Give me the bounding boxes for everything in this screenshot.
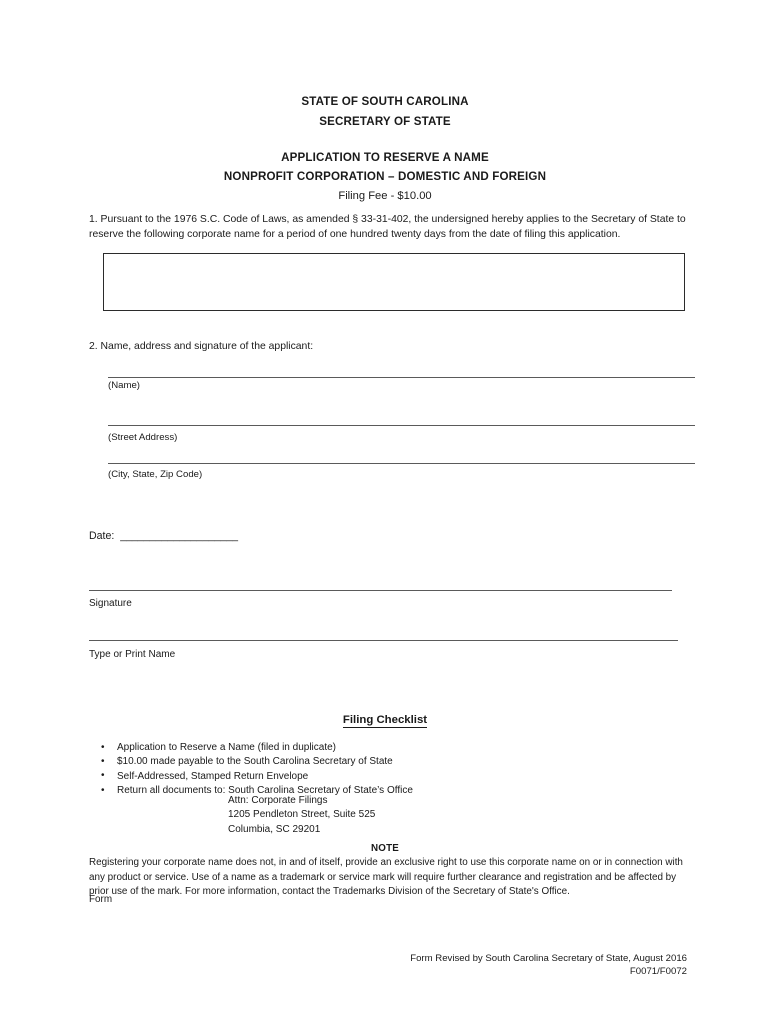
note-body: Registering your corporate name does not, in and of itself, provide an exclusive right to use this corporate name on or in connection with any product or service. Use of a name as a trademark or service mark will require further clearance and registration and be affected by prior use of the mark. For more information, contact the Trademarks Division of the Secretary of State's Office. (89, 857, 683, 898)
date-blank: ____________________ (114, 530, 239, 542)
address-line: Attn: Corporate Filings (228, 795, 328, 806)
document-footer (410, 952, 687, 979)
list-item: • Return all documents to: South Carolina Secretary of State’s Office (117, 784, 657, 798)
date-label: Date: (89, 530, 115, 542)
city-state-zip-label: (City, State, Zip Code) (108, 469, 203, 480)
document-title-block (0, 148, 770, 206)
print-name-label: Type or Print Name (89, 649, 176, 660)
signature-rule[interactable] (89, 590, 672, 591)
filing-fee: Filing Fee - $10.00 (338, 190, 432, 202)
office-heading: SECRETARY OF STATE (319, 115, 451, 128)
item-2-paragraph: 2. Name, address and signature of the applicant: (89, 341, 314, 352)
list-item: • $10.00 made payable to the South Carolina Secretary of State (117, 755, 657, 769)
filing-checklist-heading (0, 714, 770, 726)
signature-label: Signature (89, 598, 132, 609)
state-heading: STATE OF SOUTH CAROLINA (301, 95, 469, 108)
city-state-zip-rule (108, 463, 695, 464)
filing-checklist-heading-text: Filing Checklist (342, 714, 428, 726)
form-subtitle: NONPROFIT CORPORATION – DOMESTIC AND FOREIGN (223, 170, 547, 183)
street-address-rule (108, 425, 695, 426)
list-item: • Self-Addressed, Stamped Return Envelope (117, 770, 657, 784)
list-item: • Application to Reserve a Name (filed in duplicate) (117, 741, 657, 755)
filing-checklist (117, 741, 657, 799)
date-field[interactable] (89, 529, 238, 544)
street-address-label: (Street Address) (108, 432, 178, 443)
document-header (0, 92, 770, 132)
note-trailer: Form (89, 894, 113, 905)
applicant-name-label: (Name) (108, 380, 140, 391)
reserved-name-input[interactable] (103, 253, 685, 311)
applicant-name-rule (108, 377, 695, 378)
mailing-address-block (228, 794, 375, 837)
item-1-paragraph: 1. Pursuant to the 1976 S.C. Code of Laws, as amended § 33-31-402, the undersigned hereby applies to the Secretary of State to reserve the following corporate name for a period of one hundred twenty days from the date of filing this application. (89, 214, 686, 241)
footer-form-number: F0071/F0072 (629, 966, 687, 978)
print-name-rule[interactable] (89, 640, 678, 641)
note-heading: NOTE (370, 843, 399, 854)
form-title: APPLICATION TO RESERVE A NAME (281, 151, 489, 164)
address-line: Columbia, SC 29201 (228, 823, 321, 835)
address-line: 1205 Pendleton Street, Suite 525 (228, 809, 376, 821)
footer-revision: Form Revised by South Carolina Secretary of State, August 2016 (410, 953, 687, 964)
